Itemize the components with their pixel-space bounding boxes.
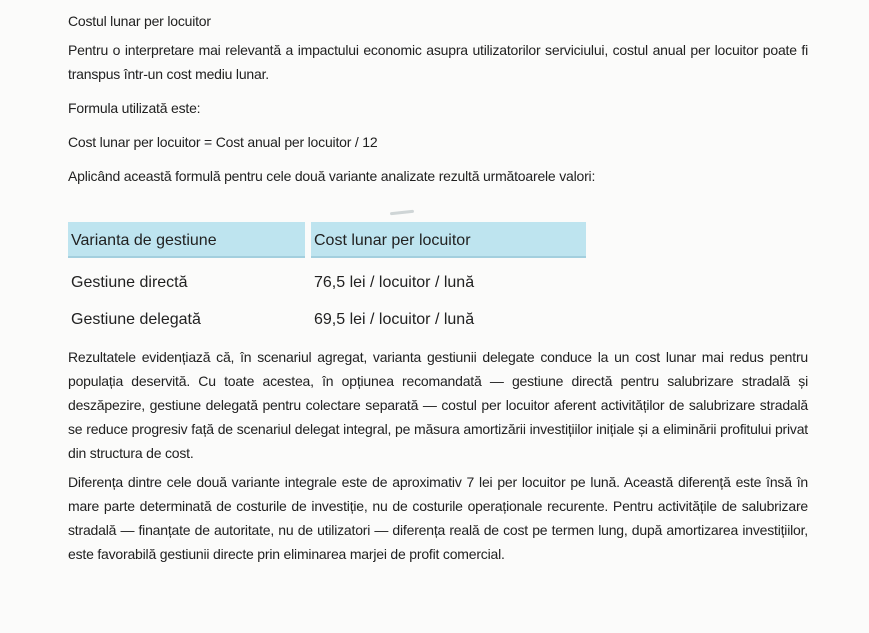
table-header-variant: Varianta de gestiune: [68, 222, 305, 258]
applying-paragraph: Aplicând această formulă pentru cele două variante analizate rezultă următoarele valori:: [68, 168, 596, 184]
cost-comparison-table: [68, 222, 808, 332]
document-title: Costul lunar per locuitor: [68, 13, 211, 29]
table-cell-variant: Gestiune delegată: [71, 311, 201, 328]
table-cell-cost: 69,5 lei / locuitor / lună: [314, 311, 475, 328]
table-row-direct: [68, 258, 808, 295]
intro-paragraph: Pentru o interpretare mai relevantă a impactului economic asupra utilizatorilor serviciului, costul anual per locuitor poate fi transpus într-un cost mediu lunar.: [68, 42, 808, 82]
table-header-row: [68, 222, 808, 258]
table-cell-cost: 76,5 lei / locuitor / lună: [314, 274, 475, 291]
difference-paragraph: Diferența dintre cele două variante integrale este de aproximativ 7 lei per locuitor pe lună. Această diferență este însă în mare parte determinată de costurile de investiție, nu de costurile operaționale recurente. Pentru activitățile de salubrizare stradală — finanțate de autoritate, nu de utilizatori — diferența reală de cost pe termen lung, după amortizarea investițiilor, este favorabilă gestiunii directe prin eliminarea marjei de profit comercial.: [68, 474, 808, 562]
results-paragraph: Rezultatele evidențiază că, în scenariul agregat, varianta gestiunii delegate conduce la un cost lunar mai redus pentru populația deservită. Cu toate acestea, în opțiunea recomandată — gestiune directă pentru salubrizare stradală și deszăpezire, gestiune delegată pentru colectare separată — costul per locuitor aferent activităților de salubrizare stradală se reduce progresiv față de scenariul delegat integral, pe măsura amortizării investițiilor inițiale și a eliminării profitului privat din structura de cost.: [68, 349, 808, 461]
formula-label: Formula utilizată este:: [68, 100, 201, 116]
table-row-delegated: [68, 295, 808, 332]
table-cell-variant: Gestiune directă: [71, 274, 188, 291]
table-header-cost: Cost lunar per locuitor: [311, 222, 586, 258]
formula-expression: Cost lunar per locuitor = Cost anual per locuitor / 12: [68, 134, 378, 150]
scan-artifact-mark: [390, 210, 414, 215]
